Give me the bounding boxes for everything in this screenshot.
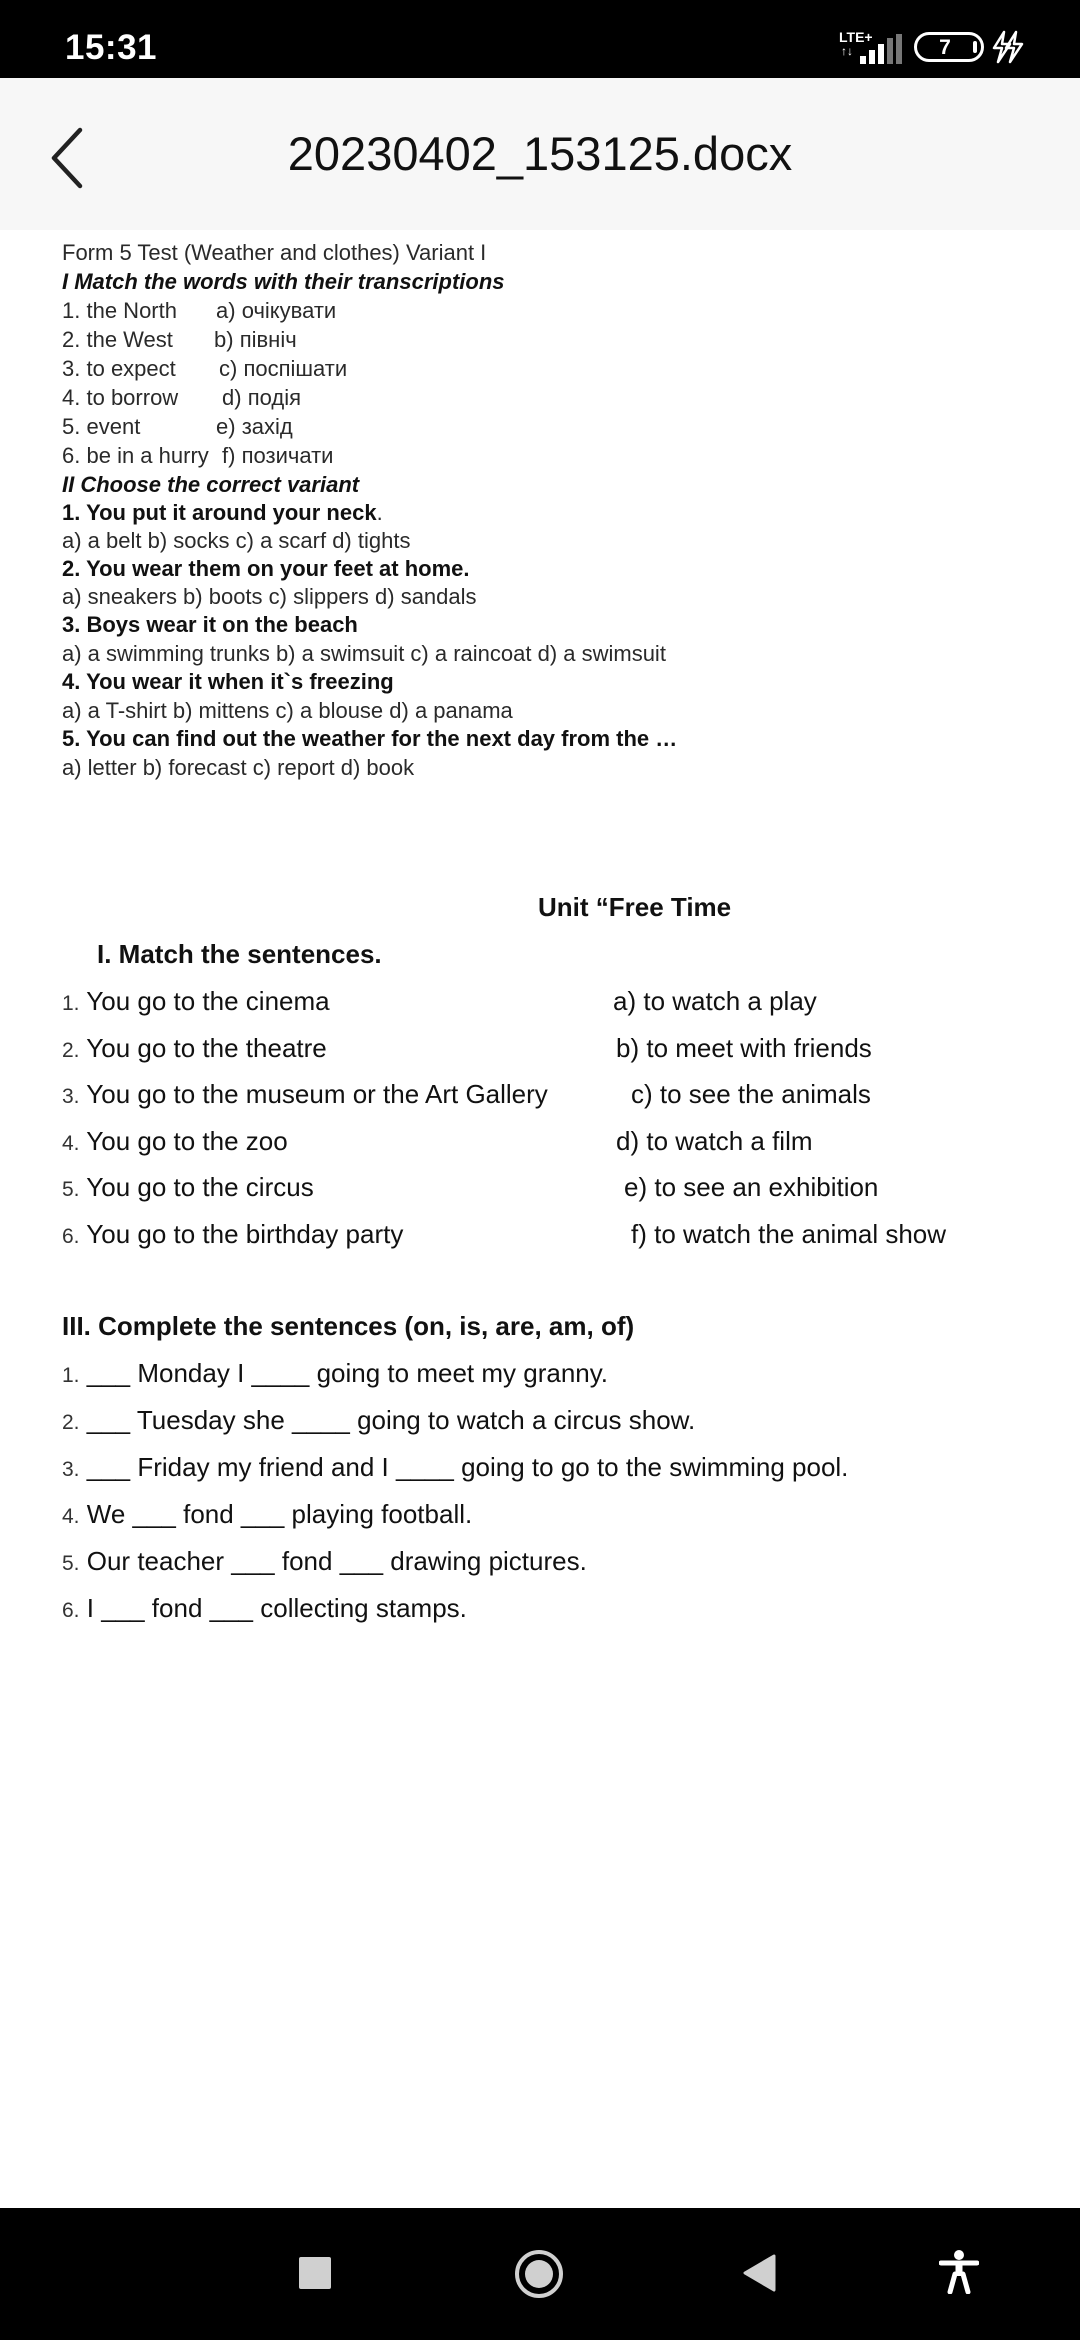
home-circle-icon[interactable] bbox=[514, 2249, 564, 2299]
part1-heading: I. Match the sentences. bbox=[97, 939, 382, 969]
list-item: 4. We ___ fond ___ playing football. bbox=[62, 1499, 473, 1529]
list-item-translation: d) подія bbox=[222, 385, 301, 410]
accessibility-icon[interactable] bbox=[939, 2250, 979, 2294]
list-item: 2. You go to the theatre bbox=[62, 1033, 327, 1063]
list-item-match: f) to watch the animal show bbox=[631, 1219, 947, 1249]
list-item: 6. I ___ fond ___ collecting stamps. bbox=[62, 1593, 467, 1623]
status-time: 15:31 bbox=[65, 28, 158, 67]
answer-options: a) letter b) forecast c) report d) book bbox=[62, 755, 415, 780]
charge-icon bbox=[992, 30, 1024, 64]
question: 3. Boys wear it on the beach bbox=[62, 612, 358, 637]
list-item-match: a) to watch a play bbox=[613, 986, 817, 1016]
list-item: 6. be in a hurry bbox=[62, 443, 209, 468]
list-item-match: c) to see the animals bbox=[631, 1079, 871, 1109]
list-item-translation: e) захід bbox=[216, 414, 293, 439]
list-item-translation: b) північ bbox=[214, 327, 297, 352]
list-item: 4. You go to the zoo bbox=[62, 1126, 288, 1156]
list-item: 4. to borrow bbox=[62, 385, 179, 410]
list-item: 1. ___ Monday I ____ going to meet my granny. bbox=[62, 1358, 609, 1388]
status-bar bbox=[0, 0, 1080, 78]
test-title: Form 5 Test (Weather and clothes) Variant I bbox=[62, 240, 487, 265]
list-item: 1. You go to the cinema bbox=[62, 986, 330, 1016]
square-icon[interactable] bbox=[299, 2257, 331, 2289]
list-item: 5. Our teacher ___ fond ___ drawing pictures. bbox=[62, 1546, 587, 1576]
list-item: 3. ___ Friday my friend and I ____ going to go to the swimming pool. bbox=[62, 1452, 849, 1482]
list-item-match: d) to watch a film bbox=[616, 1126, 813, 1156]
question: 1. You put it around your neck. bbox=[62, 500, 383, 525]
signal-icon bbox=[860, 34, 902, 64]
answer-options: a) a swimming trunks b) a swimsuit c) a raincoat d) a swimsuit bbox=[62, 641, 666, 666]
list-item: 2. ___ Tuesday she ____ going to watch a circus show. bbox=[62, 1405, 696, 1435]
part3-heading: III. Complete the sentences (on, is, are, am, of) bbox=[62, 1311, 635, 1341]
battery-icon bbox=[914, 32, 984, 62]
answer-options: a) a belt b) socks c) a scarf d) tights bbox=[62, 528, 411, 553]
document-title: 20230402_153125.docx bbox=[287, 127, 793, 180]
list-item: 5. event bbox=[62, 414, 141, 439]
app-header bbox=[0, 78, 1080, 230]
list-item: 5. You go to the circus bbox=[62, 1172, 314, 1202]
question: 2. You wear them on your feet at home. bbox=[62, 556, 470, 581]
network-arrows-icon: ↑↓ bbox=[841, 44, 853, 58]
battery-level: 7 bbox=[939, 36, 951, 59]
list-item-match: e) to see an exhibition bbox=[624, 1172, 879, 1202]
answer-options: a) sneakers b) boots c) slippers d) sandals bbox=[62, 584, 477, 609]
list-item: 2. the West bbox=[62, 327, 173, 352]
list-item-translation: f) позичати bbox=[222, 443, 334, 468]
document-page[interactable] bbox=[0, 230, 1080, 2208]
battery-fill bbox=[973, 41, 977, 53]
unit-title: Unit “Free Time bbox=[538, 892, 732, 922]
question: 5. You can find out the weather for the next day from the … bbox=[62, 726, 678, 751]
section2-heading: II Choose the correct variant bbox=[62, 472, 360, 497]
list-item: 6. You go to the birthday party bbox=[62, 1219, 404, 1249]
list-item: 3. You go to the museum or the Art Gallery bbox=[62, 1079, 548, 1109]
list-item: 1. the North bbox=[62, 298, 177, 323]
triangle-back-icon[interactable] bbox=[742, 2254, 776, 2292]
question: 4. You wear it when it`s freezing bbox=[62, 669, 394, 694]
section1-heading: I Match the words with their transcriptions bbox=[62, 269, 505, 294]
list-item: 3. to expect bbox=[62, 356, 176, 381]
list-item-translation: a) очікувати bbox=[216, 298, 337, 323]
list-item-match: b) to meet with friends bbox=[616, 1033, 872, 1063]
list-item-translation: c) поспішати bbox=[219, 356, 348, 381]
navigation-bar bbox=[0, 2208, 1080, 2340]
answer-options: a) a T-shirt b) mittens c) a blouse d) a panama bbox=[62, 698, 513, 723]
network-label: LTE+ bbox=[839, 29, 873, 45]
